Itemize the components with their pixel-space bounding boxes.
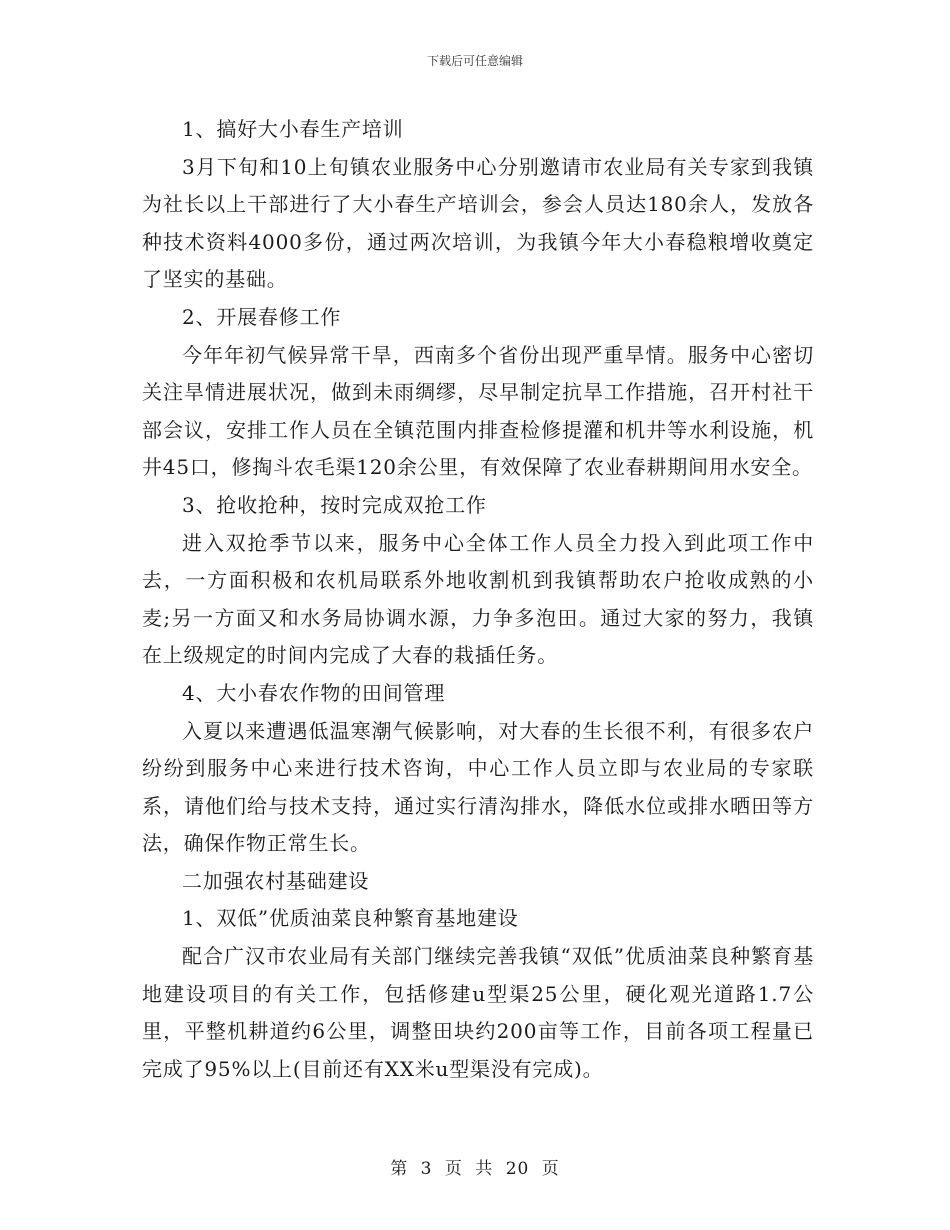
total-pages-number: 20 bbox=[505, 1159, 530, 1179]
page-label-prefix: 第 bbox=[390, 1159, 409, 1179]
page-label-suffix: 页 bbox=[541, 1159, 560, 1179]
paragraph-spring-repair: 今年年初气候异常干旱，西南多个省份出现严重旱情。服务中心密切关注旱情进展状况，做到未雨绸缪，尽早制定抗旱工作措施，召开村社干部会议，安排工作人员在全镇范围内排查检修提灌和机井等水利设施，机井45口，修掏斗农毛渠120余公里，有效保障了农业春耕期间用水安全。 bbox=[142, 342, 814, 480]
page-header: 下载后可任意编辑 bbox=[426, 54, 523, 68]
section-heading-harvest: 3、抢收抢种，按时完成双抢工作 bbox=[182, 492, 487, 517]
paragraph-training: 3月下旬和10上旬镇农业服务中心分别邀请市农业局有关专家到我镇为社长以上干部进行了大小春生产培训会，参会人员达180余人，发放各种技术资料4000多份，通过两次培训，为我镇今年大小春稳粮增收奠定了坚实的基础。 bbox=[142, 154, 814, 292]
page-label-mid1: 页 bbox=[444, 1159, 463, 1179]
page-label-mid2: 共 bbox=[475, 1159, 494, 1179]
paragraph-rapeseed-base: 配合广汉市农业局有关部门继续完善我镇“双低”优质油菜良种繁育基地建设项目的有关工作，包括修建u型渠25公里，硬化观光道路1.7公里，平整机耕道约6公里，调整田块约200亩等工作，目前各项工程量已完成了95%以上(目前还有XX米u型渠没有完成)。 bbox=[142, 944, 814, 1081]
paragraph-field-management: 入夏以来遭遇低温寒潮气候影响，对大春的生长很不利，有很多农户纷纷到服务中心来进行技术咨询，中心工作人员立即与农业局的专家联系，请他们给与技术支持，通过实行清沟排水，降低水位或排水晒田等方法，确保作物正常生长。 bbox=[142, 718, 814, 856]
section-heading-field-management: 4、大小春农作物的田间管理 bbox=[182, 680, 446, 705]
paragraph-harvest: 进入双抢季节以来，服务中心全体工作人员全力投入到此项工作中去，一方面积极和农机局联系外地收割机到我镇帮助农户抢收成熟的小麦;另一方面又和水务局协调水源，力争多泡田。通过大家的努力，我镇在上级规定的时间内完成了大春的栽插任务。 bbox=[142, 530, 814, 668]
document-body bbox=[142, 111, 814, 1088]
page-footer bbox=[0, 1154, 950, 1179]
section-heading-rapeseed-base: 1、双低”优质油菜良种繁育基地建设 bbox=[182, 906, 519, 931]
current-page-number: 3 bbox=[420, 1159, 433, 1179]
section-heading-training: 1、搞好大小春生产培训 bbox=[182, 117, 404, 141]
chapter-heading-infrastructure: 二加强农村基础建设 bbox=[182, 868, 370, 893]
section-heading-spring-repair: 2、开展春修工作 bbox=[182, 304, 342, 329]
